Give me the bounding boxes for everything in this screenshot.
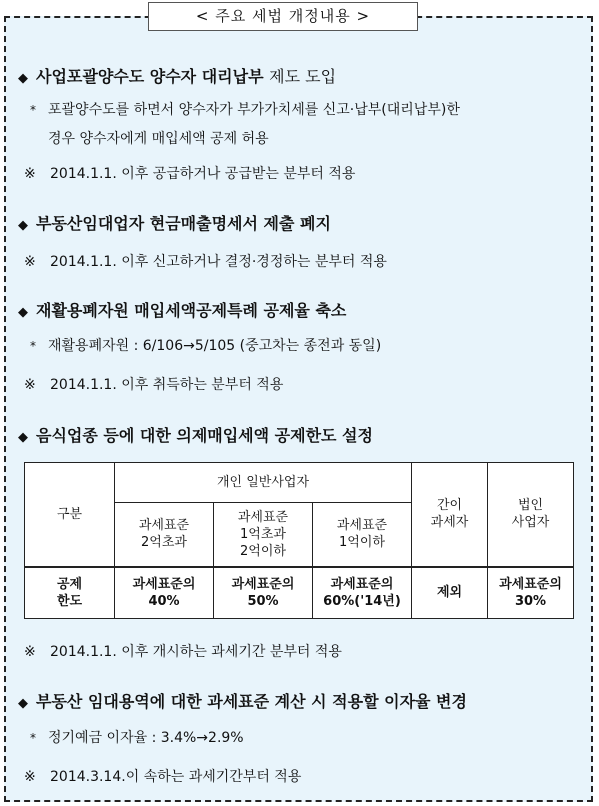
section-2-heading — [18, 211, 331, 234]
table-row-label: 공제 한도 — [25, 567, 115, 619]
section-4-note — [24, 641, 342, 661]
table-header-category: 구분 — [25, 463, 115, 567]
diamond-bullet-icon: ◆ — [18, 305, 28, 320]
diamond-bullet-icon: ◆ — [18, 71, 28, 86]
section-4-note-text: 2014.1.1. 이후 개시하는 과세기간 분부터 적용 — [50, 644, 342, 660]
section-1-note-text: 2014.1.1. 이후 공급하거나 공급받는 분부터 적용 — [50, 166, 356, 182]
reference-mark-icon: ※ — [24, 769, 36, 785]
section-1-heading — [18, 64, 336, 87]
reference-mark-icon: ※ — [24, 254, 36, 270]
section-2-title: 부동산임대업자 현금매출명세서 제출 폐지 — [36, 214, 331, 233]
section-3-detail-text: 재활용폐자원 : 6/106→5/105 (중고차는 종전과 동일) — [48, 338, 382, 354]
section-4-title: 음식업종 등에 대한 의제매입세액 공제한도 설정 — [36, 426, 373, 445]
table-header-over-200m: 과세표준 2억초과 — [115, 503, 214, 567]
section-2-note — [24, 251, 387, 271]
section-1-detail-line2: 경우 양수자에게 매입세액 공제 허용 — [48, 131, 269, 147]
table-header-corporation: 법인 사업자 — [488, 463, 574, 567]
section-3-note — [24, 374, 283, 394]
section-5-detail — [30, 727, 244, 747]
section-1-detail-line1 — [30, 99, 460, 119]
section-5-note-text: 2014.3.14.이 속하는 과세기간부터 적용 — [50, 769, 302, 785]
table-cell-corporation: 과세표준의 30% — [488, 567, 574, 619]
table-header-simple-taxpayer: 간이 과세자 — [412, 463, 488, 567]
table-header-individual: 개인 일반사업자 — [115, 463, 412, 503]
asterisk-icon: * — [30, 103, 36, 117]
section-5-heading — [18, 689, 467, 712]
section-3-detail — [30, 335, 381, 355]
section-1-note — [24, 163, 355, 183]
table-header-under-100m: 과세표준 1억이하 — [313, 503, 412, 567]
section-5-detail-text: 정기예금 이자율 : 3.4%→2.9% — [48, 730, 244, 746]
section-1-title-tail: 제도 도입 — [269, 67, 337, 86]
section-5-note — [24, 766, 301, 786]
section-1-detail-text1: 포괄양수도를 하면서 양수자가 부가가치세를 신고·납부(대리납부)한 — [48, 102, 460, 118]
reference-mark-icon: ※ — [24, 377, 36, 393]
deduction-limit-table — [24, 462, 574, 619]
table-cell-100m-200m: 과세표준의 50% — [214, 567, 313, 619]
table-cell-under-100m: 과세표준의 60%('14년) — [313, 567, 412, 619]
diamond-bullet-icon: ◆ — [18, 218, 28, 233]
reference-mark-icon: ※ — [24, 644, 36, 660]
table-cell-over-200m: 과세표준의 40% — [115, 567, 214, 619]
page-title: < 주요 세법 개정내용 > — [148, 2, 418, 31]
section-3-title: 재활용폐자원 매입세액공제특례 공제율 축소 — [36, 301, 347, 320]
section-4-heading — [18, 423, 373, 446]
table-cell-simple-taxpayer: 제외 — [412, 567, 488, 619]
asterisk-icon: * — [30, 731, 36, 745]
asterisk-icon: * — [30, 339, 36, 353]
diamond-bullet-icon: ◆ — [18, 430, 28, 445]
table-header-100m-200m: 과세표준 1억초과 2억이하 — [214, 503, 313, 567]
section-3-note-text: 2014.1.1. 이후 취득하는 분부터 적용 — [50, 377, 284, 393]
diamond-bullet-icon: ◆ — [18, 696, 28, 711]
section-3-heading — [18, 298, 346, 321]
section-1-title: 사업포괄양수도 양수자 대리납부 — [36, 67, 264, 86]
section-5-title: 부동산 임대용역에 대한 과세표준 계산 시 적용할 이자율 변경 — [36, 692, 467, 711]
section-2-note-text: 2014.1.1. 이후 신고하거나 결정·경정하는 분부터 적용 — [50, 254, 387, 270]
reference-mark-icon: ※ — [24, 166, 36, 182]
